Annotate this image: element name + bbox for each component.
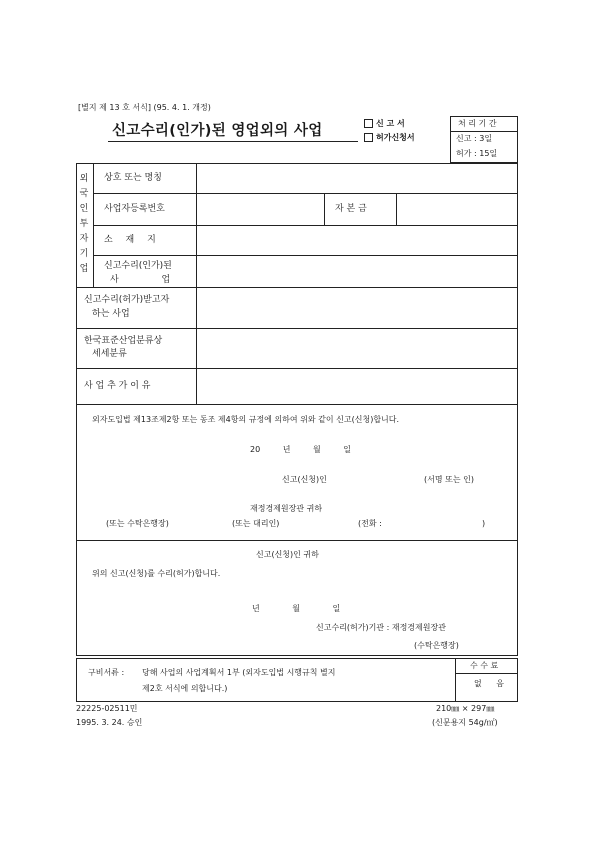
addressee-label: 재정경제원장관 귀하 (250, 504, 323, 513)
reason-label: 사 업 추 가 이 유 (84, 381, 151, 391)
row-sep (76, 368, 518, 369)
approved-biz-field[interactable] (198, 257, 516, 286)
acceptance-to: 신고(신청)인 귀하 (256, 550, 319, 559)
capital-label: 자 본 금 (335, 204, 367, 214)
trade-name-label: 상호 또는 명칭 (104, 173, 162, 183)
fee-value: 없 음 (474, 679, 504, 688)
target-biz-label-2: 하는 사업 (92, 309, 130, 319)
group-char: 자 (79, 234, 89, 244)
permit-checkbox[interactable] (364, 133, 373, 142)
paper-size: 210㎜ × 297㎜ (436, 704, 495, 713)
page-title: 신고수리(인가)된 영업외의 사업 (112, 123, 323, 139)
fee-label: 수 수 료 (470, 661, 499, 670)
col-sep (396, 193, 397, 225)
group-char: 외 (79, 174, 89, 184)
authority-alt-label: (수탁은행장) (414, 641, 459, 650)
processing-divider (450, 131, 518, 132)
via-agent-label: (또는 대리인) (232, 519, 280, 528)
processing-report: 신고 : 3일 (456, 134, 493, 143)
via-bank-label: (또는 수탁은행장) (106, 519, 169, 528)
approved-biz-label-1: 신고수리(인가)된 (104, 261, 172, 271)
row-sep (93, 225, 518, 226)
location-field[interactable] (198, 227, 516, 254)
section-sep (76, 540, 518, 541)
group-char: 업 (79, 264, 89, 274)
approval-date: 1995. 3. 24. 승인 (76, 718, 143, 727)
option-permit-label: 허가신청서 (376, 133, 415, 142)
fee-sep (455, 673, 518, 674)
group-label-vertical (79, 172, 89, 277)
location-label: 소 재 지 (104, 235, 156, 245)
group-char: 기 (79, 249, 89, 259)
required-docs-table (76, 658, 518, 702)
trade-name-field[interactable] (198, 165, 516, 192)
signature-label: (서명 또는 인) (424, 475, 474, 484)
applicant-label: 신고(신청)인 (282, 475, 327, 484)
paper-type: (신문용지 54g/㎡) (432, 718, 498, 727)
phone-close: ) (482, 519, 486, 528)
option-report-label: 신 고 서 (376, 119, 405, 128)
option-report[interactable] (364, 119, 405, 128)
ksic-label-1: 한국표준산업분류상 (84, 336, 163, 346)
col-sep (324, 193, 325, 225)
target-biz-field[interactable] (198, 289, 516, 327)
authority-label: 신고수리(허가)기관 : 재정경제원장관 (316, 623, 446, 632)
form-code: 22225-02511민 (76, 704, 138, 713)
phone-label: (전화 : (358, 519, 382, 528)
title-underline (108, 141, 358, 142)
biz-reg-no-label: 사업자등록번호 (104, 204, 165, 214)
group-char: 국 (79, 189, 89, 199)
ksic-label-2: 세세분류 (92, 349, 127, 359)
form-number-note: [별지 제 13 호 서식] (95. 4. 1. 개정) (78, 103, 211, 112)
capital-field[interactable] (398, 195, 516, 224)
acceptance-statement: 위의 신고(신청)를 수리(허가)합니다. (92, 569, 221, 578)
row-sep (76, 328, 518, 329)
report-checkbox[interactable] (364, 119, 373, 128)
docs-line-2: 제2호 서식에 의합니다.) (142, 684, 228, 693)
row-sep (76, 287, 518, 288)
row-sep (93, 193, 518, 194)
docs-line-1: 당해 사업의 사업계획서 1부 (외자도입법 시행규칙 별지 (142, 668, 336, 677)
target-biz-label-1: 신고수리(허가)받고자 (84, 295, 170, 305)
processing-permit: 허가 : 15일 (456, 149, 498, 158)
fee-col-sep (455, 658, 456, 702)
declaration-statement: 외자도입법 제13조제2항 또는 동조 제4항의 규정에 의하여 위와 같이 신고(신청)합니다. (92, 415, 400, 424)
processing-label: 처 리 기 간 (458, 119, 497, 128)
group-char: 투 (79, 219, 89, 229)
ksic-field[interactable] (198, 330, 516, 367)
row-sep (93, 255, 518, 256)
biz-reg-no-field[interactable] (198, 195, 322, 224)
option-permit[interactable] (364, 133, 415, 142)
declaration-date: 20 년 월 일 (250, 445, 351, 454)
approved-biz-label-2: 사 업 (110, 275, 171, 285)
docs-label: 구비서류 : (88, 668, 125, 677)
acceptance-date: 년 월 일 (252, 604, 341, 613)
section-sep (76, 404, 518, 405)
group-char: 인 (79, 204, 89, 214)
reason-field[interactable] (198, 370, 516, 403)
